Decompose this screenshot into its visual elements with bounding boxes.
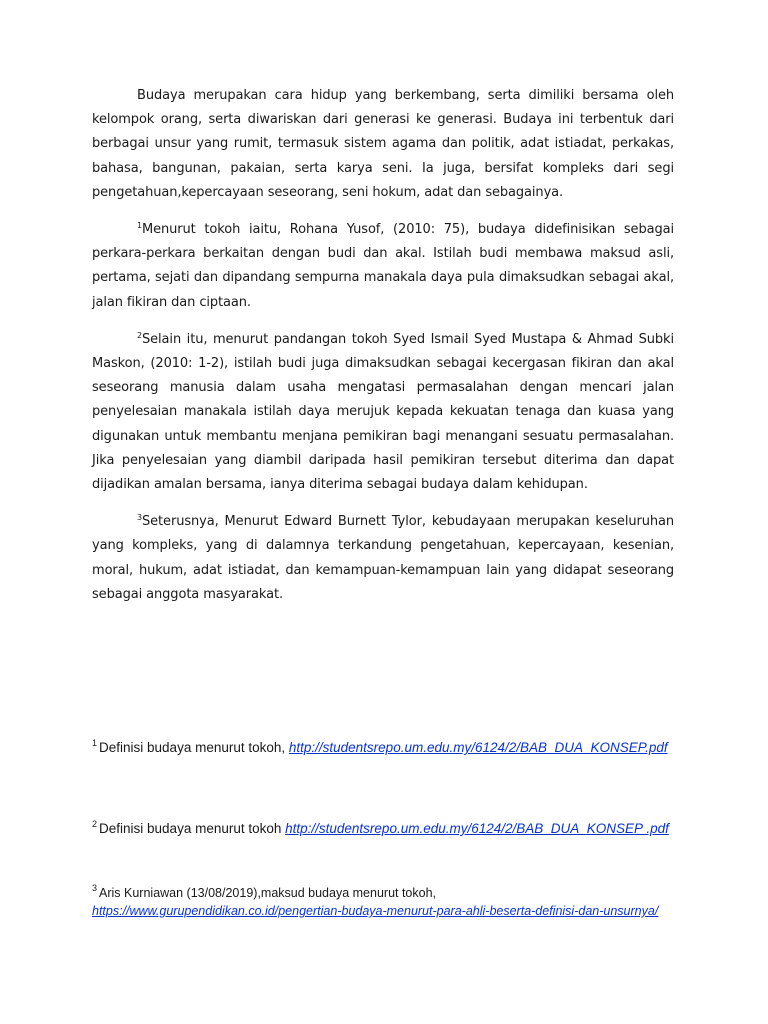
paragraph-text: Selain itu, menurut pandangan tokoh Syed Ismail Syed Mustapa & Ahmad Subki Maskon, (2010: 1-2), istilah budi juga dimaksudkan sebagai kecergasan fikiran dan akal seseorang manusia dalam usaha mengatasi permasalahan dengan mencari jalan penyelesaian manakala istilah daya merujuk kepada kekuatan tenaga dan kuasa yang digunakan untuk membantu menjana pemikiran bagi menangani sesuatu permasalahan. Jika penyelesaian yang diambil daripada hasil pemikiran tersebut diterima dan dapat dijadikan amalan bersama, ianya diterima sebagai budaya dalam kehidupan.	[92, 331, 674, 493]
footnote-ref-3[interactable]: 3	[137, 513, 142, 523]
paragraph-syed-ismail	[92, 328, 674, 497]
footnote-2	[92, 819, 677, 839]
footnote-link[interactable]: http://studentsrepo.um.edu.my/6124/2/BAB_DUA_KONSEP.pdf	[288, 740, 668, 755]
footnote-ref-1[interactable]: 1	[137, 221, 142, 231]
paragraph-text: Menurut tokoh iaitu, Rohana Yusof, (2010: 75), budaya didefinisikan sebagai perkara-perkara berkaitan dengan budi dan akal. Istilah budi membawa maksud asli, pertama, sejati dan dipandang sempurna manakala daya pula dimaksudkan sebagai akal, jalan fikiran dan ciptaan.	[92, 222, 674, 310]
paragraph-text: Seterusnya, Menurut Edward Burnett Tylor, kebudayaan merupakan keseluruhan yang kompleks, yang di dalamnya terkandung pengetahuan, kepercayaan, kesenian, moral, hukum, adat istiadat, dan kemampuan-kemampuan lain yang didapat seseorang sebagai anggota masyarakat.	[92, 514, 674, 602]
paragraph-text: Budaya merupakan cara hidup yang berkembang, serta dimiliki bersama oleh kelompok orang, serta diwariskan dari generasi ke generasi. Budaya ini terbentuk dari berbagai unsur yang rumit, termasuk sistem agama dan politik, adat istiadat, perkakas, bahasa, bangunan, pakaian, serta karya seni. Ia juga, bersifat kompleks dari segi pengetahuan,kepercayaan seseorang, seni hokum, adat dan sebagainya.	[92, 88, 674, 200]
footnote-link[interactable]: http://studentsrepo.um.edu.my/6124/2/BAB_DUA_KONSEP .pdf	[285, 821, 669, 836]
footnote-label: Aris Kurniawan (13/08/2019),maksud budaya menurut tokoh,	[99, 886, 437, 900]
footnote-marker: 3	[92, 883, 98, 893]
paragraph-intro	[92, 84, 674, 205]
footnote-1	[92, 738, 677, 758]
footnote-label: Definisi budaya menurut tokoh,	[99, 740, 289, 755]
paragraph-tylor	[92, 510, 674, 607]
footnote-marker: 2	[92, 819, 98, 829]
footnote-ref-2[interactable]: 2	[137, 330, 142, 340]
body-text	[92, 84, 674, 620]
footnote-label: Definisi budaya menurut tokoh	[99, 821, 286, 836]
footnote-marker: 1	[92, 738, 98, 748]
paragraph-rohana-yusof	[92, 218, 674, 315]
footnote-3	[92, 884, 677, 920]
footnote-link[interactable]: https://www.gurupendidikan.co.id/pengertian-budaya-menurut-para-ahli-beserta-definisi-dan-unsurnya/	[92, 904, 659, 918]
